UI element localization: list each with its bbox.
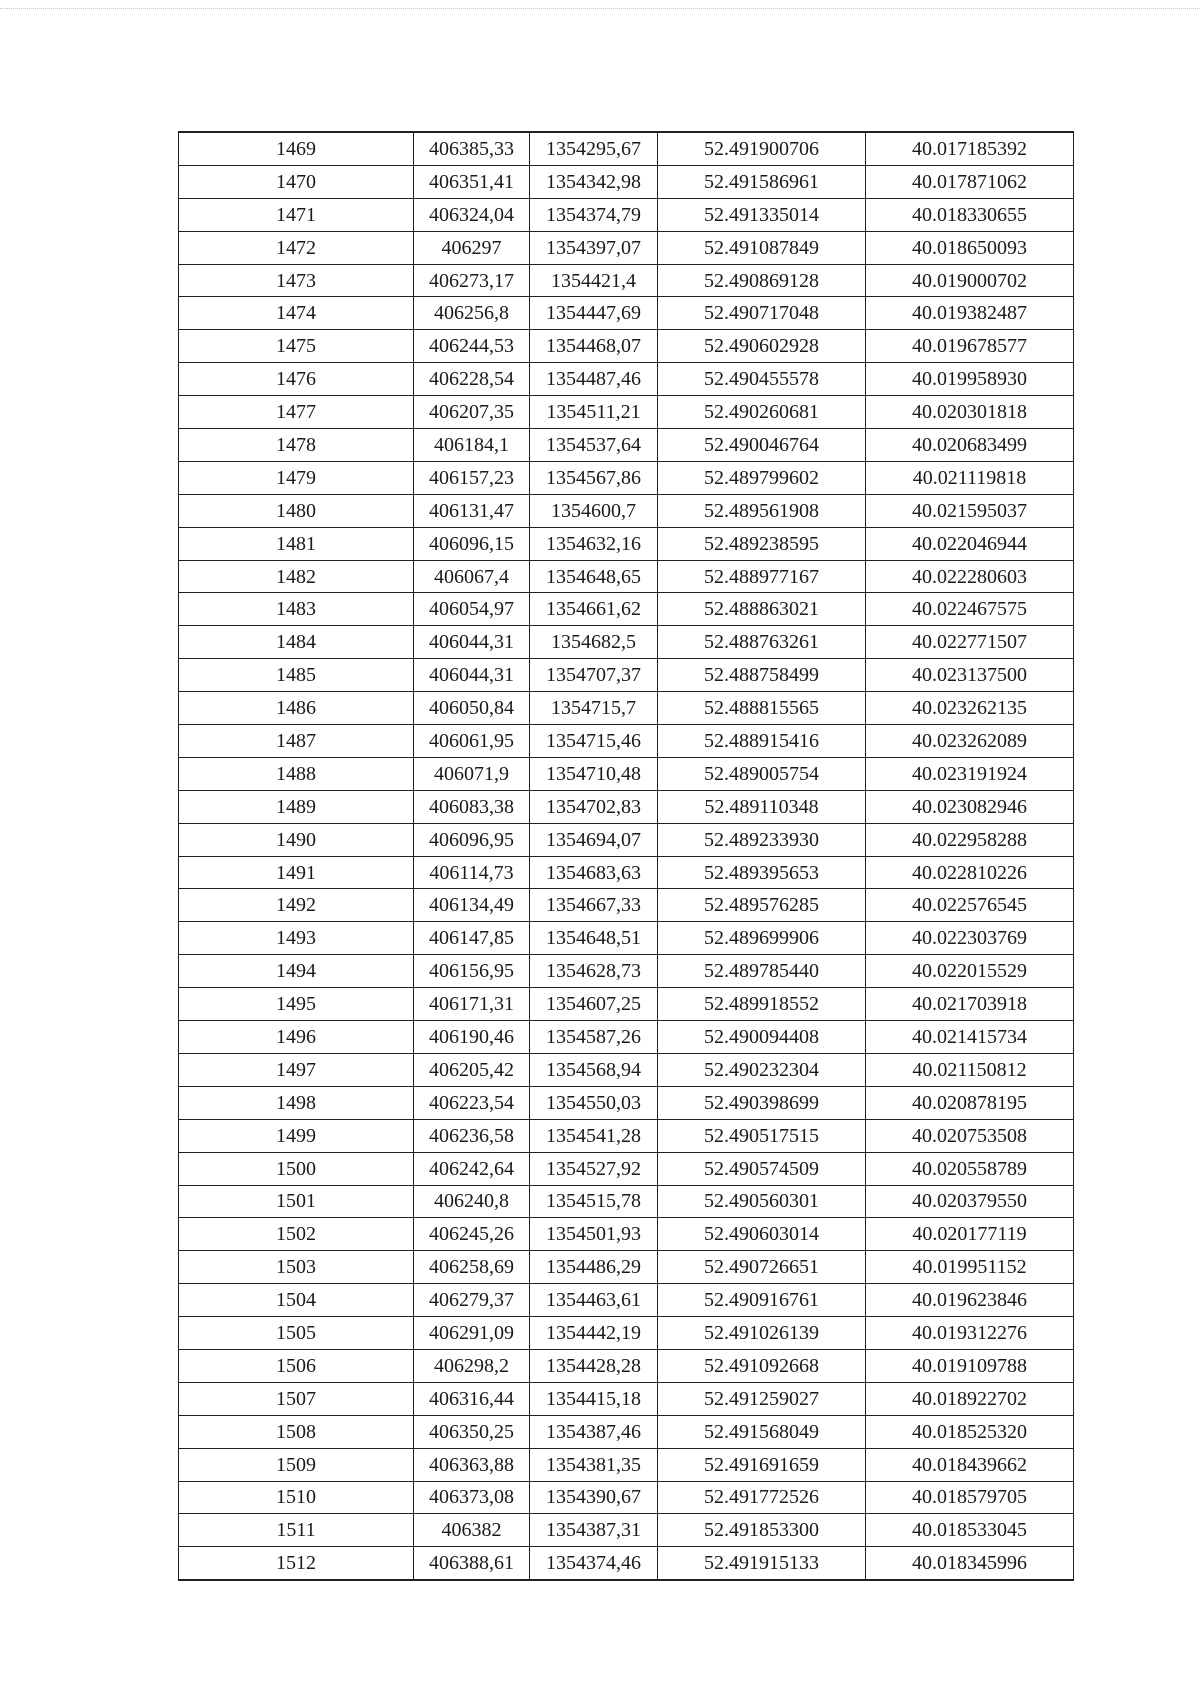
point-number-cell: 1471 <box>179 198 414 231</box>
x-coordinate-cell: 406184,1 <box>414 429 530 462</box>
y-coordinate-cell: 1354628,73 <box>530 955 658 988</box>
latitude-cell: 52.490046764 <box>658 429 866 462</box>
point-number-cell: 1505 <box>179 1317 414 1350</box>
latitude-cell: 52.489699906 <box>658 922 866 955</box>
x-coordinate-cell: 406061,95 <box>414 725 530 758</box>
longitude-cell: 40.022046944 <box>866 527 1074 560</box>
table-row <box>179 790 1074 823</box>
longitude-cell: 40.019000702 <box>866 264 1074 297</box>
point-number-cell: 1486 <box>179 692 414 725</box>
table-row <box>179 1086 1074 1119</box>
point-number-cell: 1492 <box>179 889 414 922</box>
point-number-cell: 1472 <box>179 231 414 264</box>
point-number-cell: 1479 <box>179 461 414 494</box>
table-row <box>179 429 1074 462</box>
longitude-cell: 40.020683499 <box>866 429 1074 462</box>
x-coordinate-cell: 406054,97 <box>414 593 530 626</box>
y-coordinate-cell: 1354537,64 <box>530 429 658 462</box>
longitude-cell: 40.019958930 <box>866 363 1074 396</box>
table-row <box>179 1251 1074 1284</box>
y-coordinate-cell: 1354648,65 <box>530 560 658 593</box>
point-number-cell: 1494 <box>179 955 414 988</box>
y-coordinate-cell: 1354707,37 <box>530 659 658 692</box>
table-row <box>179 1547 1074 1580</box>
point-number-cell: 1489 <box>179 790 414 823</box>
latitude-cell: 52.490094408 <box>658 1021 866 1054</box>
longitude-cell: 40.018525320 <box>866 1415 1074 1448</box>
x-coordinate-cell: 406373,08 <box>414 1481 530 1514</box>
longitude-cell: 40.019382487 <box>866 297 1074 330</box>
x-coordinate-cell: 406273,17 <box>414 264 530 297</box>
x-coordinate-cell: 406083,38 <box>414 790 530 823</box>
longitude-cell: 40.022810226 <box>866 856 1074 889</box>
x-coordinate-cell: 406050,84 <box>414 692 530 725</box>
point-number-cell: 1470 <box>179 165 414 198</box>
latitude-cell: 52.489799602 <box>658 461 866 494</box>
longitude-cell: 40.020177119 <box>866 1218 1074 1251</box>
table-row <box>179 955 1074 988</box>
point-number-cell: 1498 <box>179 1086 414 1119</box>
point-number-cell: 1504 <box>179 1284 414 1317</box>
table-row <box>179 198 1074 231</box>
point-number-cell: 1490 <box>179 823 414 856</box>
point-number-cell: 1499 <box>179 1119 414 1152</box>
x-coordinate-cell: 406382 <box>414 1514 530 1547</box>
longitude-cell: 40.019623846 <box>866 1284 1074 1317</box>
y-coordinate-cell: 1354374,79 <box>530 198 658 231</box>
table-row <box>179 1119 1074 1152</box>
table-row <box>179 1514 1074 1547</box>
x-coordinate-cell: 406067,4 <box>414 560 530 593</box>
y-coordinate-cell: 1354587,26 <box>530 1021 658 1054</box>
longitude-cell: 40.020753508 <box>866 1119 1074 1152</box>
point-number-cell: 1483 <box>179 593 414 626</box>
x-coordinate-cell: 406205,42 <box>414 1053 530 1086</box>
latitude-cell: 52.491900706 <box>658 132 866 165</box>
longitude-cell: 40.022771507 <box>866 626 1074 659</box>
table-row <box>179 132 1074 165</box>
x-coordinate-cell: 406258,69 <box>414 1251 530 1284</box>
x-coordinate-cell: 406245,26 <box>414 1218 530 1251</box>
x-coordinate-cell: 406236,58 <box>414 1119 530 1152</box>
table-row <box>179 725 1074 758</box>
y-coordinate-cell: 1354487,46 <box>530 363 658 396</box>
point-number-cell: 1496 <box>179 1021 414 1054</box>
y-coordinate-cell: 1354381,35 <box>530 1448 658 1481</box>
longitude-cell: 40.023191924 <box>866 757 1074 790</box>
longitude-cell: 40.022467575 <box>866 593 1074 626</box>
latitude-cell: 52.491335014 <box>658 198 866 231</box>
y-coordinate-cell: 1354683,63 <box>530 856 658 889</box>
y-coordinate-cell: 1354511,21 <box>530 396 658 429</box>
longitude-cell: 40.018922702 <box>866 1382 1074 1415</box>
latitude-cell: 52.491259027 <box>658 1382 866 1415</box>
x-coordinate-cell: 406297 <box>414 231 530 264</box>
x-coordinate-cell: 406350,25 <box>414 1415 530 1448</box>
y-coordinate-cell: 1354667,33 <box>530 889 658 922</box>
coordinates-table-body <box>179 132 1074 1580</box>
y-coordinate-cell: 1354295,67 <box>530 132 658 165</box>
latitude-cell: 52.489005754 <box>658 757 866 790</box>
table-row <box>179 988 1074 1021</box>
point-number-cell: 1478 <box>179 429 414 462</box>
longitude-cell: 40.023262135 <box>866 692 1074 725</box>
y-coordinate-cell: 1354710,48 <box>530 757 658 790</box>
point-number-cell: 1495 <box>179 988 414 1021</box>
point-number-cell: 1474 <box>179 297 414 330</box>
latitude-cell: 52.491586961 <box>658 165 866 198</box>
point-number-cell: 1469 <box>179 132 414 165</box>
y-coordinate-cell: 1354715,7 <box>530 692 658 725</box>
longitude-cell: 40.021703918 <box>866 988 1074 1021</box>
y-coordinate-cell: 1354715,46 <box>530 725 658 758</box>
scan-edge-line <box>0 8 1200 9</box>
point-number-cell: 1476 <box>179 363 414 396</box>
y-coordinate-cell: 1354527,92 <box>530 1152 658 1185</box>
longitude-cell: 40.018650093 <box>866 231 1074 264</box>
table-row <box>179 165 1074 198</box>
x-coordinate-cell: 406363,88 <box>414 1448 530 1481</box>
point-number-cell: 1485 <box>179 659 414 692</box>
x-coordinate-cell: 406228,54 <box>414 363 530 396</box>
point-number-cell: 1473 <box>179 264 414 297</box>
x-coordinate-cell: 406388,61 <box>414 1547 530 1580</box>
table-row <box>179 757 1074 790</box>
y-coordinate-cell: 1354486,29 <box>530 1251 658 1284</box>
y-coordinate-cell: 1354600,7 <box>530 494 658 527</box>
point-number-cell: 1503 <box>179 1251 414 1284</box>
latitude-cell: 52.491568049 <box>658 1415 866 1448</box>
point-number-cell: 1512 <box>179 1547 414 1580</box>
x-coordinate-cell: 406096,95 <box>414 823 530 856</box>
point-number-cell: 1482 <box>179 560 414 593</box>
point-number-cell: 1509 <box>179 1448 414 1481</box>
longitude-cell: 40.020878195 <box>866 1086 1074 1119</box>
table-row <box>179 1448 1074 1481</box>
table-row <box>179 330 1074 363</box>
x-coordinate-cell: 406298,2 <box>414 1349 530 1382</box>
y-coordinate-cell: 1354447,69 <box>530 297 658 330</box>
longitude-cell: 40.021415734 <box>866 1021 1074 1054</box>
latitude-cell: 52.489233930 <box>658 823 866 856</box>
table-row <box>179 297 1074 330</box>
y-coordinate-cell: 1354415,18 <box>530 1382 658 1415</box>
y-coordinate-cell: 1354428,28 <box>530 1349 658 1382</box>
point-number-cell: 1500 <box>179 1152 414 1185</box>
latitude-cell: 52.491915133 <box>658 1547 866 1580</box>
latitude-cell: 52.490726651 <box>658 1251 866 1284</box>
latitude-cell: 52.489395653 <box>658 856 866 889</box>
longitude-cell: 40.020558789 <box>866 1152 1074 1185</box>
table-row <box>179 1053 1074 1086</box>
y-coordinate-cell: 1354342,98 <box>530 165 658 198</box>
x-coordinate-cell: 406316,44 <box>414 1382 530 1415</box>
x-coordinate-cell: 406190,46 <box>414 1021 530 1054</box>
table-row <box>179 1185 1074 1218</box>
table-row <box>179 593 1074 626</box>
latitude-cell: 52.490602928 <box>658 330 866 363</box>
table-row <box>179 626 1074 659</box>
latitude-cell: 52.488915416 <box>658 725 866 758</box>
table-row <box>179 461 1074 494</box>
x-coordinate-cell: 406147,85 <box>414 922 530 955</box>
latitude-cell: 52.490574509 <box>658 1152 866 1185</box>
table-row <box>179 1349 1074 1382</box>
table-row <box>179 1021 1074 1054</box>
table-row <box>179 659 1074 692</box>
x-coordinate-cell: 406291,09 <box>414 1317 530 1350</box>
latitude-cell: 52.488863021 <box>658 593 866 626</box>
longitude-cell: 40.023137500 <box>866 659 1074 692</box>
latitude-cell: 52.488815565 <box>658 692 866 725</box>
table-row <box>179 856 1074 889</box>
longitude-cell: 40.023262089 <box>866 725 1074 758</box>
latitude-cell: 52.491772526 <box>658 1481 866 1514</box>
y-coordinate-cell: 1354463,61 <box>530 1284 658 1317</box>
y-coordinate-cell: 1354648,51 <box>530 922 658 955</box>
table-row <box>179 1415 1074 1448</box>
table-row <box>179 396 1074 429</box>
longitude-cell: 40.021595037 <box>866 494 1074 527</box>
latitude-cell: 52.490517515 <box>658 1119 866 1152</box>
longitude-cell: 40.022015529 <box>866 955 1074 988</box>
x-coordinate-cell: 406207,35 <box>414 396 530 429</box>
x-coordinate-cell: 406044,31 <box>414 626 530 659</box>
latitude-cell: 52.488763261 <box>658 626 866 659</box>
point-number-cell: 1501 <box>179 1185 414 1218</box>
table-row <box>179 922 1074 955</box>
x-coordinate-cell: 406279,37 <box>414 1284 530 1317</box>
point-number-cell: 1487 <box>179 725 414 758</box>
point-number-cell: 1491 <box>179 856 414 889</box>
y-coordinate-cell: 1354442,19 <box>530 1317 658 1350</box>
point-number-cell: 1488 <box>179 757 414 790</box>
y-coordinate-cell: 1354397,07 <box>530 231 658 264</box>
longitude-cell: 40.017185392 <box>866 132 1074 165</box>
x-coordinate-cell: 406223,54 <box>414 1086 530 1119</box>
x-coordinate-cell: 406096,15 <box>414 527 530 560</box>
x-coordinate-cell: 406242,64 <box>414 1152 530 1185</box>
point-number-cell: 1511 <box>179 1514 414 1547</box>
latitude-cell: 52.490603014 <box>658 1218 866 1251</box>
y-coordinate-cell: 1354387,31 <box>530 1514 658 1547</box>
table-row <box>179 363 1074 396</box>
x-coordinate-cell: 406256,8 <box>414 297 530 330</box>
point-number-cell: 1508 <box>179 1415 414 1448</box>
longitude-cell: 40.022576545 <box>866 889 1074 922</box>
latitude-cell: 52.489110348 <box>658 790 866 823</box>
longitude-cell: 40.019678577 <box>866 330 1074 363</box>
y-coordinate-cell: 1354694,07 <box>530 823 658 856</box>
table-row <box>179 231 1074 264</box>
longitude-cell: 40.022958288 <box>866 823 1074 856</box>
longitude-cell: 40.018330655 <box>866 198 1074 231</box>
latitude-cell: 52.489918552 <box>658 988 866 1021</box>
latitude-cell: 52.489238595 <box>658 527 866 560</box>
longitude-cell: 40.019109788 <box>866 1349 1074 1382</box>
table-row <box>179 494 1074 527</box>
latitude-cell: 52.489561908 <box>658 494 866 527</box>
point-number-cell: 1506 <box>179 1349 414 1382</box>
latitude-cell: 52.489785440 <box>658 955 866 988</box>
longitude-cell: 40.020301818 <box>866 396 1074 429</box>
table-row <box>179 1152 1074 1185</box>
x-coordinate-cell: 406156,95 <box>414 955 530 988</box>
longitude-cell: 40.018345996 <box>866 1547 1074 1580</box>
x-coordinate-cell: 406044,31 <box>414 659 530 692</box>
x-coordinate-cell: 406134,49 <box>414 889 530 922</box>
table-row <box>179 889 1074 922</box>
x-coordinate-cell: 406324,04 <box>414 198 530 231</box>
y-coordinate-cell: 1354661,62 <box>530 593 658 626</box>
table-row <box>179 823 1074 856</box>
longitude-cell: 40.018533045 <box>866 1514 1074 1547</box>
latitude-cell: 52.491092668 <box>658 1349 866 1382</box>
latitude-cell: 52.488758499 <box>658 659 866 692</box>
latitude-cell: 52.491691659 <box>658 1448 866 1481</box>
x-coordinate-cell: 406071,9 <box>414 757 530 790</box>
point-number-cell: 1477 <box>179 396 414 429</box>
y-coordinate-cell: 1354390,67 <box>530 1481 658 1514</box>
point-number-cell: 1507 <box>179 1382 414 1415</box>
coordinates-table <box>178 131 1074 1581</box>
point-number-cell: 1497 <box>179 1053 414 1086</box>
longitude-cell: 40.022280603 <box>866 560 1074 593</box>
point-number-cell: 1502 <box>179 1218 414 1251</box>
latitude-cell: 52.490260681 <box>658 396 866 429</box>
latitude-cell: 52.491087849 <box>658 231 866 264</box>
y-coordinate-cell: 1354550,03 <box>530 1086 658 1119</box>
longitude-cell: 40.021150812 <box>866 1053 1074 1086</box>
y-coordinate-cell: 1354541,28 <box>530 1119 658 1152</box>
y-coordinate-cell: 1354501,93 <box>530 1218 658 1251</box>
x-coordinate-cell: 406171,31 <box>414 988 530 1021</box>
latitude-cell: 52.490717048 <box>658 297 866 330</box>
x-coordinate-cell: 406114,73 <box>414 856 530 889</box>
x-coordinate-cell: 406157,23 <box>414 461 530 494</box>
point-number-cell: 1475 <box>179 330 414 363</box>
table-row <box>179 1218 1074 1251</box>
latitude-cell: 52.490560301 <box>658 1185 866 1218</box>
point-number-cell: 1480 <box>179 494 414 527</box>
y-coordinate-cell: 1354421,4 <box>530 264 658 297</box>
latitude-cell: 52.490455578 <box>658 363 866 396</box>
longitude-cell: 40.023082946 <box>866 790 1074 823</box>
y-coordinate-cell: 1354567,86 <box>530 461 658 494</box>
longitude-cell: 40.019312276 <box>866 1317 1074 1350</box>
point-number-cell: 1510 <box>179 1481 414 1514</box>
y-coordinate-cell: 1354607,25 <box>530 988 658 1021</box>
longitude-cell: 40.018579705 <box>866 1481 1074 1514</box>
y-coordinate-cell: 1354468,07 <box>530 330 658 363</box>
x-coordinate-cell: 406131,47 <box>414 494 530 527</box>
table-row <box>179 527 1074 560</box>
table-row <box>179 692 1074 725</box>
longitude-cell: 40.018439662 <box>866 1448 1074 1481</box>
table-row <box>179 560 1074 593</box>
y-coordinate-cell: 1354682,5 <box>530 626 658 659</box>
latitude-cell: 52.490869128 <box>658 264 866 297</box>
x-coordinate-cell: 406351,41 <box>414 165 530 198</box>
y-coordinate-cell: 1354632,16 <box>530 527 658 560</box>
table-row <box>179 1317 1074 1350</box>
latitude-cell: 52.491026139 <box>658 1317 866 1350</box>
y-coordinate-cell: 1354568,94 <box>530 1053 658 1086</box>
table-row <box>179 1284 1074 1317</box>
y-coordinate-cell: 1354374,46 <box>530 1547 658 1580</box>
x-coordinate-cell: 406244,53 <box>414 330 530 363</box>
y-coordinate-cell: 1354702,83 <box>530 790 658 823</box>
latitude-cell: 52.491853300 <box>658 1514 866 1547</box>
latitude-cell: 52.490398699 <box>658 1086 866 1119</box>
longitude-cell: 40.019951152 <box>866 1251 1074 1284</box>
point-number-cell: 1493 <box>179 922 414 955</box>
longitude-cell: 40.020379550 <box>866 1185 1074 1218</box>
table-row <box>179 1481 1074 1514</box>
longitude-cell: 40.022303769 <box>866 922 1074 955</box>
y-coordinate-cell: 1354387,46 <box>530 1415 658 1448</box>
table-row <box>179 1382 1074 1415</box>
y-coordinate-cell: 1354515,78 <box>530 1185 658 1218</box>
point-number-cell: 1484 <box>179 626 414 659</box>
latitude-cell: 52.489576285 <box>658 889 866 922</box>
latitude-cell: 52.490232304 <box>658 1053 866 1086</box>
x-coordinate-cell: 406385,33 <box>414 132 530 165</box>
table-row <box>179 264 1074 297</box>
longitude-cell: 40.017871062 <box>866 165 1074 198</box>
x-coordinate-cell: 406240,8 <box>414 1185 530 1218</box>
point-number-cell: 1481 <box>179 527 414 560</box>
latitude-cell: 52.488977167 <box>658 560 866 593</box>
latitude-cell: 52.490916761 <box>658 1284 866 1317</box>
longitude-cell: 40.021119818 <box>866 461 1074 494</box>
